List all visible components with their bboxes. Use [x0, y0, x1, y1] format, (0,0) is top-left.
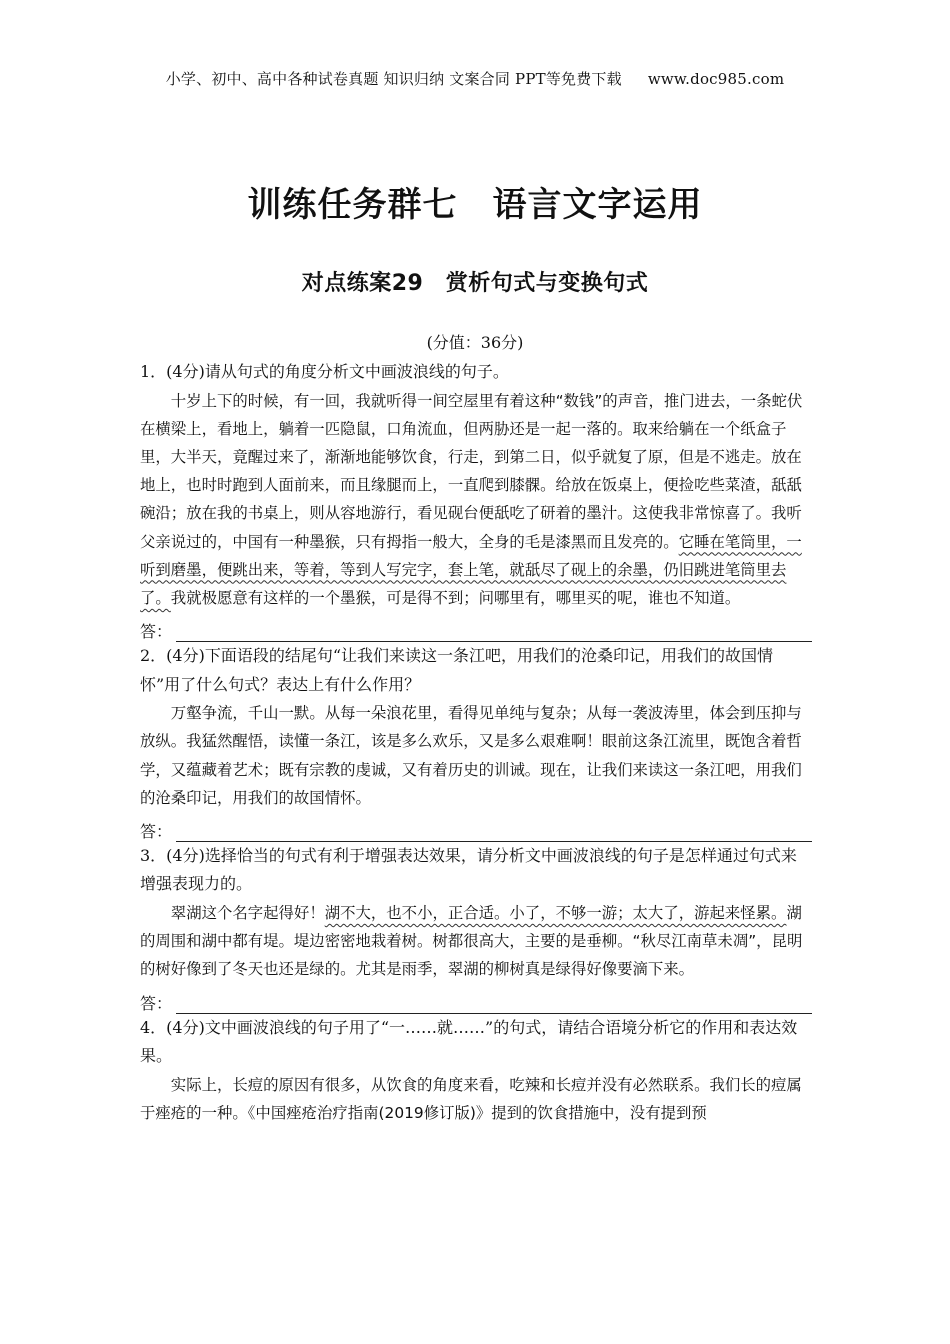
passage-text: 十岁上下的时候，有一回，我就听得一间空屋里有着这种“数钱”的声音，推门进去，一条蛇伏在横梁上，看地上，躺着一匹隐鼠，口角流血，但两胁还是一起一落的。取来给躺在一个纸盒子里，大半天，竟醒过来了，渐渐地能够饮食，行走，到第二日，似乎就复了原，但是不逃走。放在地上，也时时跑到人面前来，而且缘腿而上，一直爬到膝髁。给放在饭桌上，便捡吃些菜渣，舐舐碗沿；放在我的书桌上，则从容地游行，看见砚台便舐吃了研着的墨汁。这使我非常惊喜了。我听父亲说过的，中国有一种墨猴，只有拇指一般大，全身的毛是漆黑而且发亮的。	[140, 391, 803, 551]
page-title: 训练任务群七 语言文字运用	[247, 185, 703, 225]
question-3-passage	[140, 899, 812, 984]
passage-text: 我就极愿意有这样的一个墨猴，可是得不到；问哪里有，哪里买的呢，谁也不知道。	[170, 588, 741, 607]
question-4-passage: 实际上，长痘的原因有很多，从饮食的角度来看，吃辣和长痘并没有必然联系。我们长的痘属于痤疮的一种。《中国痤疮治疗指南(2019修订版)》提到的饮食措施中，没有提到预	[140, 1075, 802, 1122]
score-note: (分值：36分)	[426, 333, 524, 352]
page-subtitle: 对点练案29 赏析句式与变换句式	[301, 271, 649, 296]
answer-label: 答：	[140, 993, 173, 1013]
question-1-prompt: 1．(4分)请从句式的角度分析文中画波浪线的句子。	[140, 362, 509, 381]
question-3-prompt: 3．(4分)选择恰当的句式有利于增强表达效果，请分析文中画波浪线的句子是怎样通过句式来增强表现力的。	[140, 845, 797, 894]
wavy-underlined-sentence: 它睡在笔筒里，一听到磨墨，便跳出来，等着，等到人写完字，套上笔，就舐尽了砚上的余墨，仍旧跳进笔筒里去了。	[140, 532, 802, 607]
answer-label: 答：	[140, 821, 173, 841]
question-2-prompt: 2．(4分)下面语段的结尾句“让我们来读这一条江吧，用我们的沧桑印记，用我们的故国情怀”用了什么句式？表达上有什么作用？	[140, 646, 774, 694]
question-1-answer[interactable]	[140, 612, 812, 642]
page-header	[0, 68, 950, 89]
answer-line[interactable]	[176, 623, 812, 642]
answer-line[interactable]	[176, 995, 812, 1014]
question-2-passage: 万壑争流，千山一默。从每一朵浪花里，看得见单纯与复杂；从每一袭波涛里，体会到压抑与放纵。我猛然醒悟，读懂一条江，该是多么欢乐，又是多么艰难啊！眼前这条江流里，既饱含着哲学，又蕴藏着艺术；既有宗教的虔诚，又有着历史的训诫。现在，让我们来读这一条江吧，用我们的沧桑印记，用我们的故国情怀。	[140, 704, 802, 807]
wavy-underlined-sentence: 湖不大，也不小，正合适。小了，不够一游；太大了，游起来怪累。	[324, 903, 787, 922]
answer-label: 答：	[140, 622, 173, 642]
header-text: 小学、初中、高中各种试卷真题 知识归纳 文案合同 PPT等免费下载	[165, 70, 622, 88]
header-site-link[interactable]: www.doc985.com	[647, 70, 785, 88]
answer-line[interactable]	[176, 823, 812, 842]
question-3-answer[interactable]	[140, 984, 812, 1014]
question-2-answer[interactable]	[140, 812, 812, 842]
question-1-passage	[140, 387, 812, 613]
question-list	[140, 358, 812, 1127]
passage-text: 湖的周围和湖中都有堤。堤边密密地栽着树。树都很高大，主要的是垂柳。“秋尽江南草未凋”，昆明的树好像到了冬天也还是绿的。尤其是雨季，翠湖的柳树真是绿得好像要滴下来。	[140, 903, 803, 979]
passage-text: 翠湖这个名字起得好！	[170, 903, 325, 922]
question-4-prompt: 4．(4分)文中画波浪线的句子用了“一……就……”的句式，请结合语境分析它的作用和表达效果。	[140, 1017, 798, 1066]
